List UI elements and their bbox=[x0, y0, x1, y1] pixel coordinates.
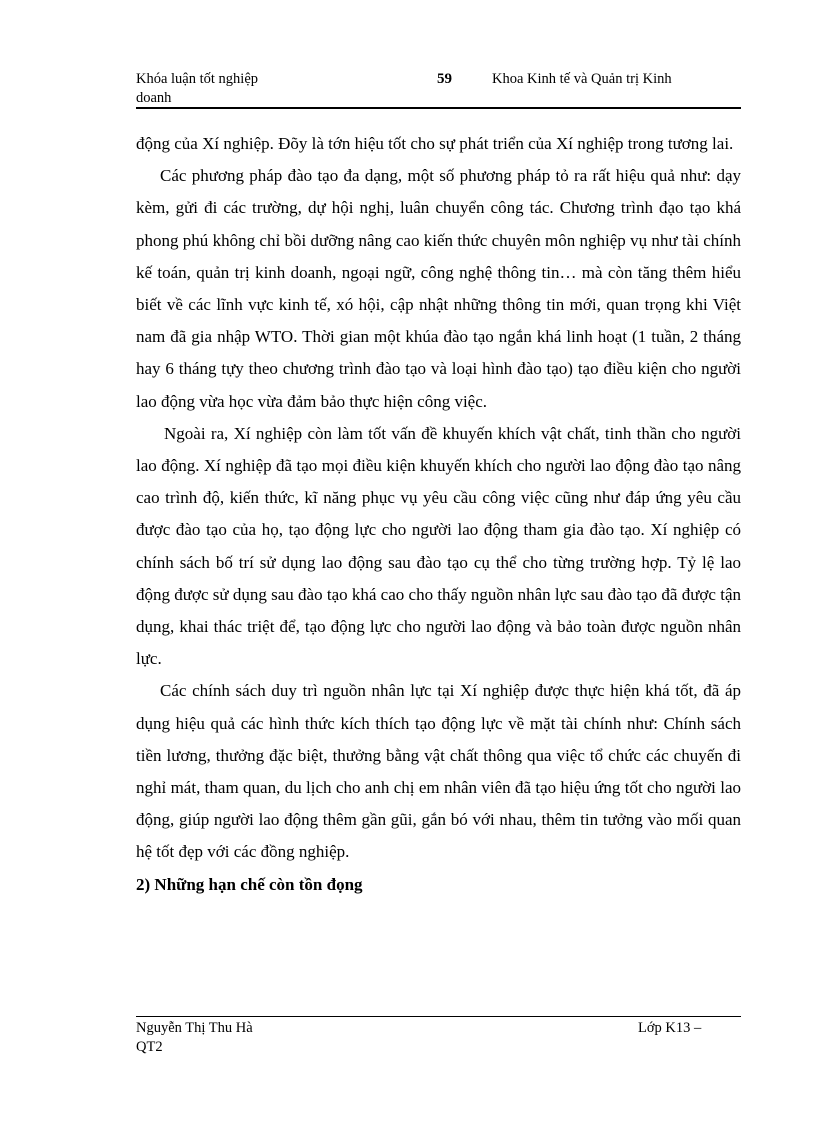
paragraph-1: động của Xí nghiệp. Đõy là tớn hiệu tốt cho sự phát triển của Xí nghiệp trong tương lai. bbox=[136, 134, 734, 153]
footer-class: Lớp K13 – bbox=[638, 1020, 702, 1036]
header-faculty: Khoa Kinh tế và Quản trị Kinh bbox=[492, 71, 672, 87]
footer-author: Nguyễn Thị Thu Hà bbox=[136, 1020, 253, 1036]
document-body bbox=[136, 128, 741, 901]
section-heading: 2) Những hạn chế còn tồn đọng bbox=[136, 874, 363, 894]
paragraph-3: Ngoài ra, Xí nghiệp còn làm tốt vấn đề khuyến khích vật chất, tinh thần cho người lao động. Xí nghiệp đã tạo mọi điều kiện khuyến khích cho người lao động đào tạo nâng cao trình độ, kiến thức, kĩ năng phục vụ yêu cầu công việc cũng như đáp ứng yêu cầu được đào tạo của họ, tạo động lực cho người lao động tham gia đào tạo. Xí nghiệp có chính sách bố trí sử dụng lao động sau đào tạo cụ thể cho từng trường hợp. Tỷ lệ lao động được sử dụng sau đào tạo khá cao cho thấy nguồn nhân lực sau đào tạo đã được tận dụng, khai thác triệt để, tạo động lực cho người lao động và bảo toàn được nguồn nhân lực. bbox=[136, 423, 741, 669]
header-thesis-label: Khóa luận tốt nghiệp bbox=[136, 71, 259, 87]
paragraph-2: Các phương pháp đào tạo đa dạng, một số phương pháp tỏ ra rất hiệu quả như: dạy kèm, gửi đi các trường, dự hội nghị, luân chuyển công tác. Chương trình đạo tạo khá phong phú không chỉ bồi dưỡng nâng cao kiến thức chuyên môn nghiệp vụ như tài chính kế toán, quản trị kinh doanh, ngoại ngữ, công nghệ thông tin… mà còn tăng thêm hiểu biết về các lĩnh vực kinh tế, xó hội, cập nhật những thông tin mới, quan trọng khi Việt nam đã gia nhập WTO. Thời gian một khúa đào tạo ngắn khá linh hoạt (1 tuần, 2 tháng hay 6 tháng tựy theo chương trình đào tạo và loại hình đào tạo) tạo điều kiện cho người lao động vừa học vừa đảm bảo thực hiện công việc. bbox=[136, 166, 741, 411]
header-rule bbox=[136, 107, 741, 109]
page-number: 59 bbox=[437, 71, 452, 87]
header-thesis-label-cont: doanh bbox=[136, 90, 172, 106]
page-header bbox=[136, 70, 741, 106]
paragraph-4: Các chính sách duy trì nguồn nhân lực tại Xí nghiệp được thực hiện khá tốt, đã áp dụng hiệu quả các hình thức kích thích tạo động lực về mặt tài chính như: Chính sách tiền lương, thưởng đặc biệt, thưởng bằng vật chất thông qua việc tổ chức các chuyến đi nghỉ mát, tham quan, du lịch cho anh chị em nhân viên đã tạo hiệu ứng tốt cho người lao động, giúp người lao động thêm gần gũi, gắn bó với nhau, thêm tin tưởng vào mối quan hệ tốt đẹp với các đồng nghiệp. bbox=[136, 681, 741, 862]
footer-rule bbox=[136, 1016, 741, 1017]
header-left bbox=[136, 70, 258, 108]
footer-class-cont: QT2 bbox=[136, 1039, 163, 1055]
